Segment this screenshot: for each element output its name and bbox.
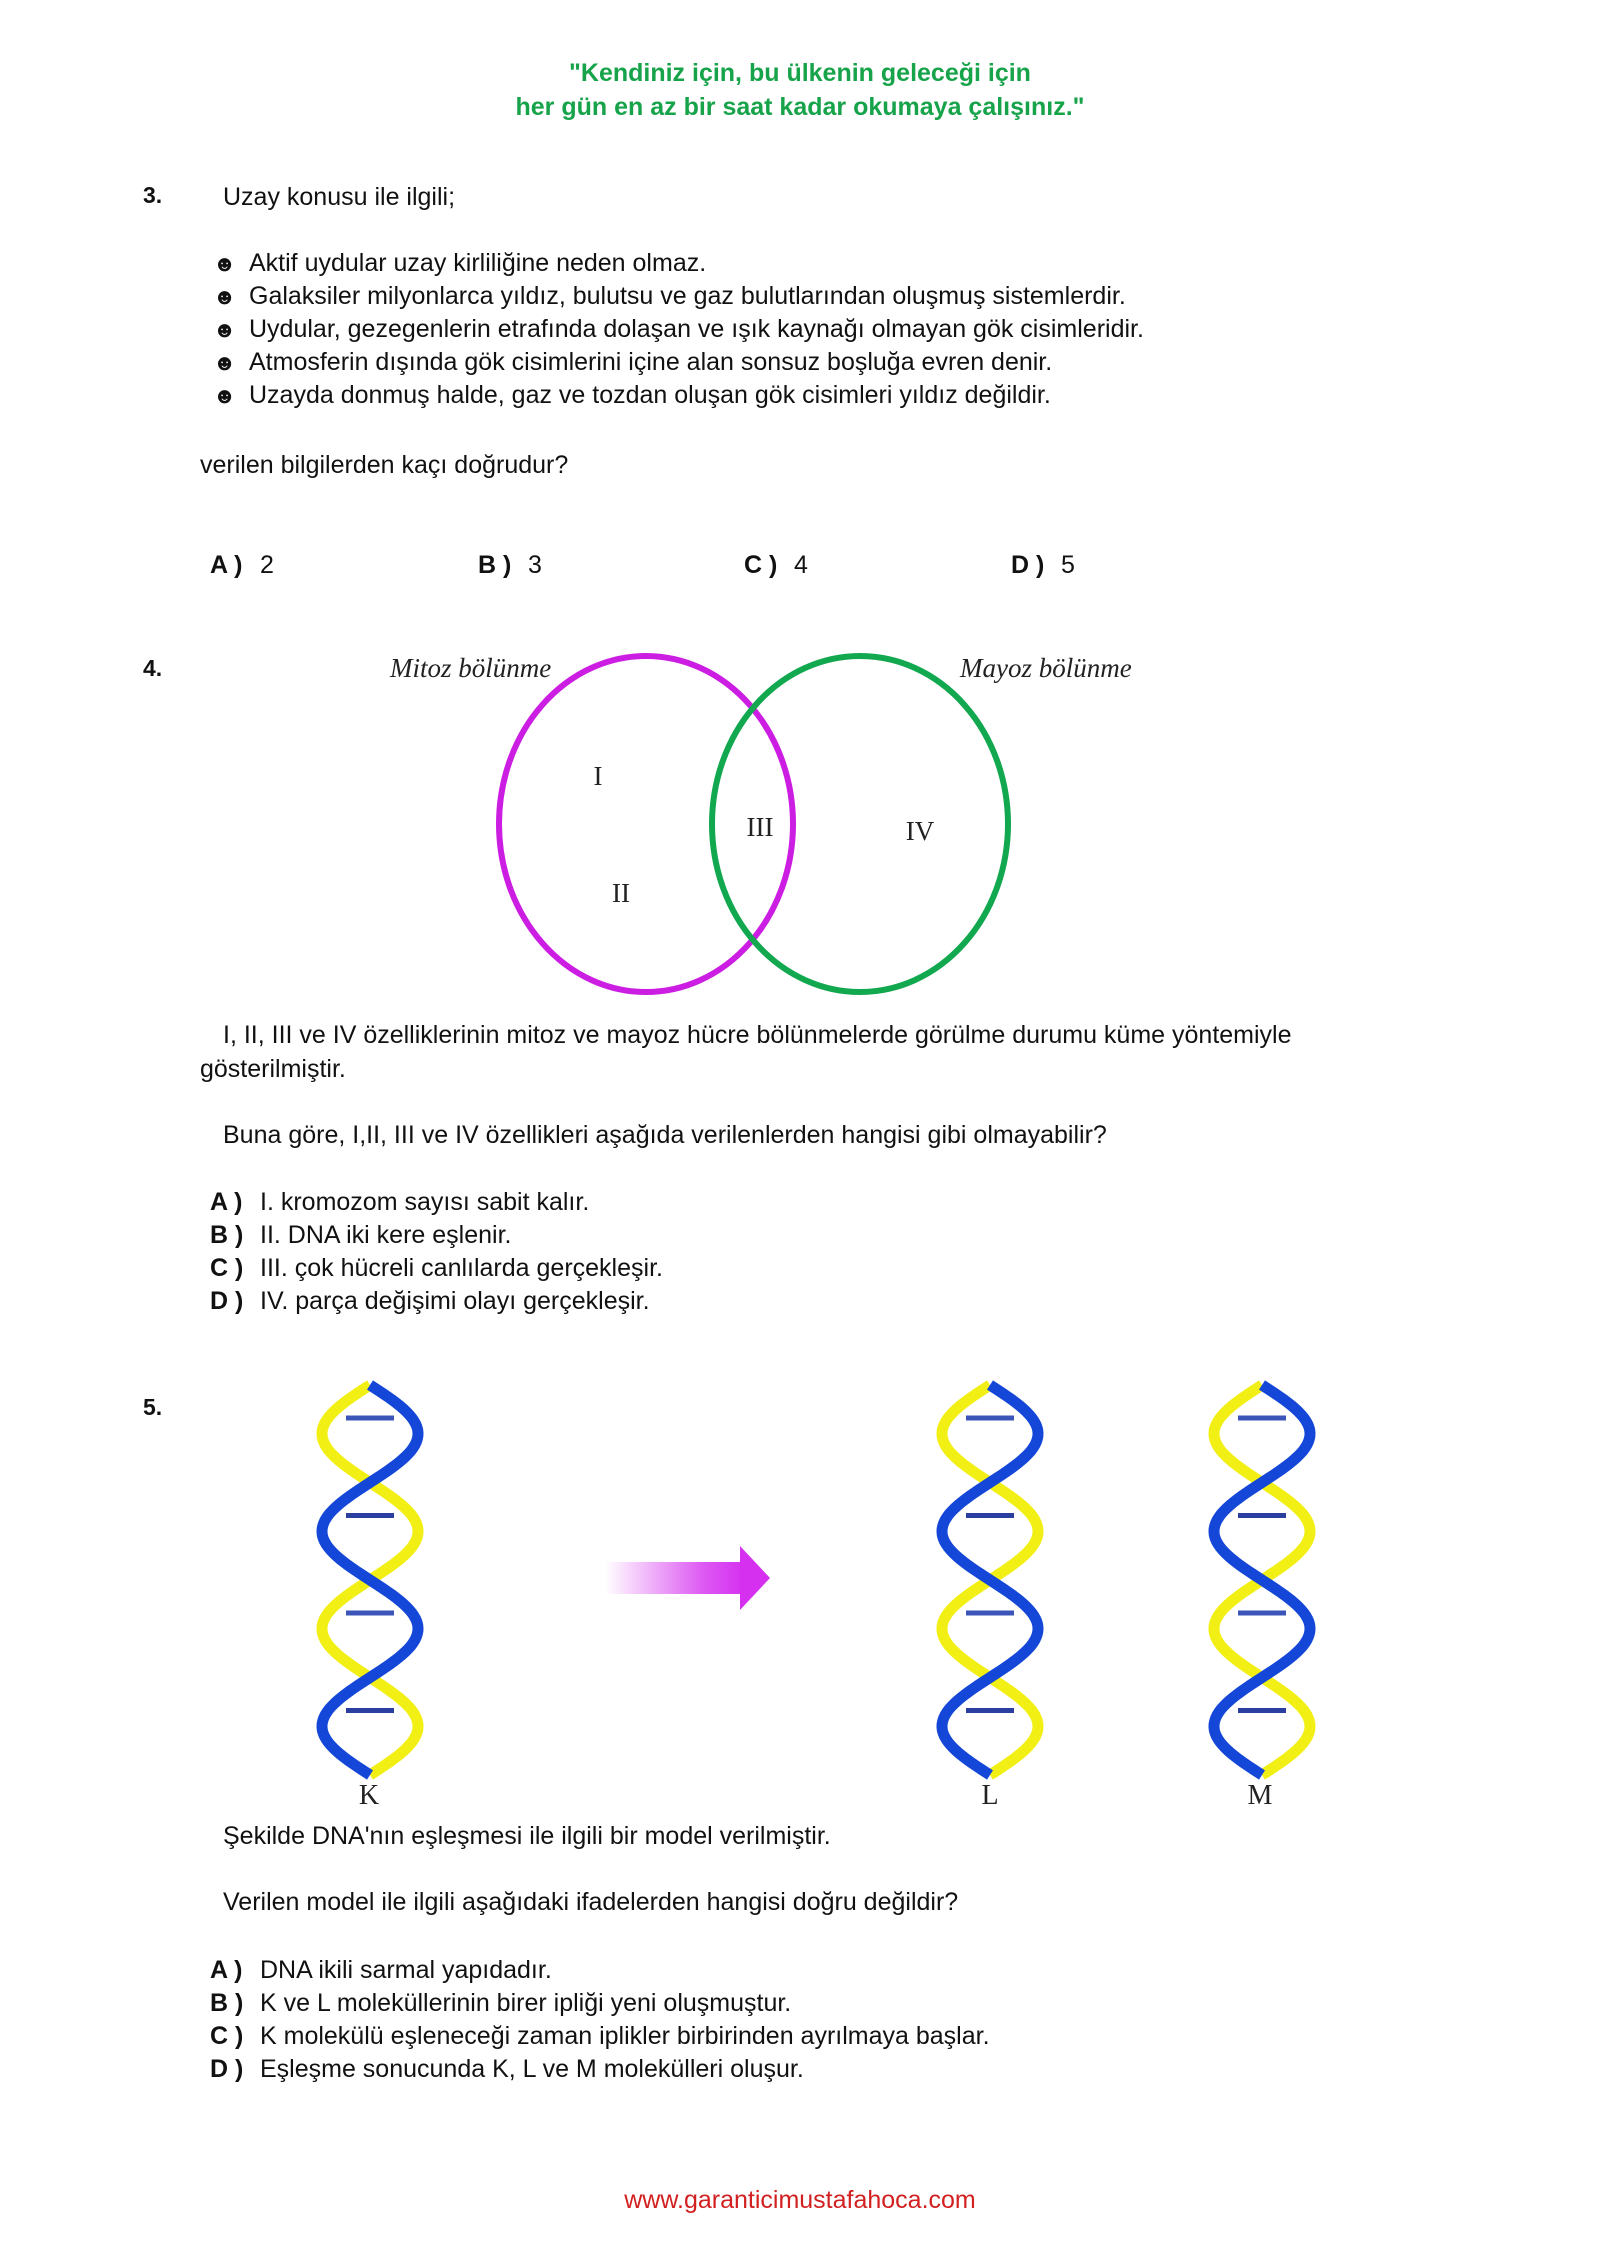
- question-4-option-c[interactable]: C ) III. çok hücreli canlılarda gerçekleşir.: [210, 1254, 663, 1282]
- question-5-option-c[interactable]: C ) K molekülü eşleneceği zaman iplikler birbirinden ayrılmaya başlar.: [210, 2022, 990, 2050]
- mitoz-label: Mitoz bölünme: [390, 653, 552, 683]
- dna-helix-m: [1214, 1385, 1310, 1775]
- question-5-stem: Şekilde DNA'nın eşleşmesi ile ilgili bir model verilmiştir.: [223, 1822, 831, 1850]
- header-quote-line-1: "Kendiniz için, bu ülkenin geleceği için: [569, 59, 1031, 87]
- header-quote-line-2: her gün en az bir saat kadar okumaya çalışınız.": [515, 93, 1085, 121]
- question-5-option-d[interactable]: D ) Eşleşme sonucunda K, L ve M molekülleri oluşur.: [210, 2055, 804, 2083]
- footer-website-link[interactable]: www.garanticimustafahoca.com: [624, 2186, 976, 2214]
- question-4-option-b[interactable]: B ) II. DNA iki kere eşlenir.: [210, 1221, 512, 1249]
- bullet-item: ☻ Galaksiler milyonlarca yıldız, bulutsu ve gaz bulutlarından oluşmuş sistemlerdir.: [213, 280, 1144, 313]
- mayoz-label: Mayoz bölünme: [960, 653, 1132, 683]
- smiley-bullet-icon: ☻: [213, 383, 237, 408]
- question-4-option-a[interactable]: A ) I. kromozom sayısı sabit kalır.: [210, 1188, 590, 1216]
- dna-strand-blue: [942, 1385, 1038, 1775]
- dna-replication-figure: [0, 1370, 1600, 1830]
- question-3-option-c[interactable]: C ) 4: [744, 551, 808, 579]
- dna-helix-l: [942, 1385, 1038, 1775]
- question-3-option-d[interactable]: D ) 5: [1011, 551, 1075, 579]
- question-4-option-d[interactable]: D ) IV. parça değişimi olayı gerçekleşir.: [210, 1287, 650, 1315]
- smiley-bullet-icon: ☻: [213, 350, 237, 375]
- dna-label-m: M: [1247, 1780, 1273, 1811]
- bullet-item: ☻ Aktif uydular uzay kirliliğine neden olmaz.: [213, 247, 1144, 280]
- region-label-i: I: [593, 761, 603, 791]
- dna-strand-blue: [1214, 1385, 1310, 1775]
- question-5-number: 5.: [143, 1394, 163, 1420]
- question-3-prompt: verilen bilgilerden kaçı doğrudur?: [200, 451, 569, 479]
- region-label-iii: III: [746, 812, 774, 842]
- region-label-ii: II: [612, 878, 630, 908]
- dna-helix-k: [322, 1385, 418, 1775]
- dna-label-k: K: [358, 1780, 380, 1811]
- question-3-intro: Uzay konusu ile ilgili;: [223, 183, 456, 211]
- question-3-option-a[interactable]: A ) 2: [210, 551, 274, 579]
- bullet-item: ☻ Uzayda donmuş halde, gaz ve tozdan oluşan gök cisimleri yıldız değildir.: [213, 379, 1144, 412]
- smiley-bullet-icon: ☻: [213, 317, 237, 342]
- question-4-stem-line-2: gösterilmiştir.: [200, 1055, 346, 1083]
- question-5-options: [210, 1954, 990, 2086]
- question-5-option-b[interactable]: B ) K ve L moleküllerinin birer ipliği yeni oluşmuştur.: [210, 1989, 792, 2017]
- bullet-item: ☻ Uydular, gezegenlerin etrafında dolaşan ve ışık kaynağı olmayan gök cisimleridir.: [213, 313, 1144, 346]
- replication-arrow-icon: [605, 1546, 770, 1610]
- question-4-prompt: Buna göre, I,II, III ve IV özellikleri aşağıda verilenlerden hangisi gibi olmayabilir?: [223, 1121, 1107, 1149]
- dna-label-l: L: [981, 1780, 999, 1811]
- bullet-item: ☻ Atmosferin dışında gök cisimlerini içine alan sonsuz boşluğa evren denir.: [213, 346, 1144, 379]
- smiley-bullet-icon: ☻: [213, 251, 237, 276]
- question-4-number: 4.: [143, 655, 163, 681]
- question-5-prompt: Verilen model ile ilgili aşağıdaki ifadelerden hangisi doğru değildir?: [223, 1888, 959, 1916]
- question-3-option-b[interactable]: B ) 3: [478, 551, 542, 579]
- smiley-bullet-icon: ☻: [213, 284, 237, 309]
- dna-strand-blue: [322, 1385, 418, 1775]
- question-3-number: 3.: [143, 182, 163, 208]
- question-4-options: [210, 1186, 663, 1318]
- venn-diagram: [0, 0, 1600, 1020]
- region-label-iv: IV: [905, 816, 935, 846]
- question-4-stem-line-1: I, II, III ve IV özelliklerinin mitoz ve mayoz hücre bölünmelerde görülme durumu küme yöntemiyle: [223, 1021, 1292, 1049]
- question-5-option-a[interactable]: A ) DNA ikili sarmal yapıdadır.: [210, 1956, 552, 1984]
